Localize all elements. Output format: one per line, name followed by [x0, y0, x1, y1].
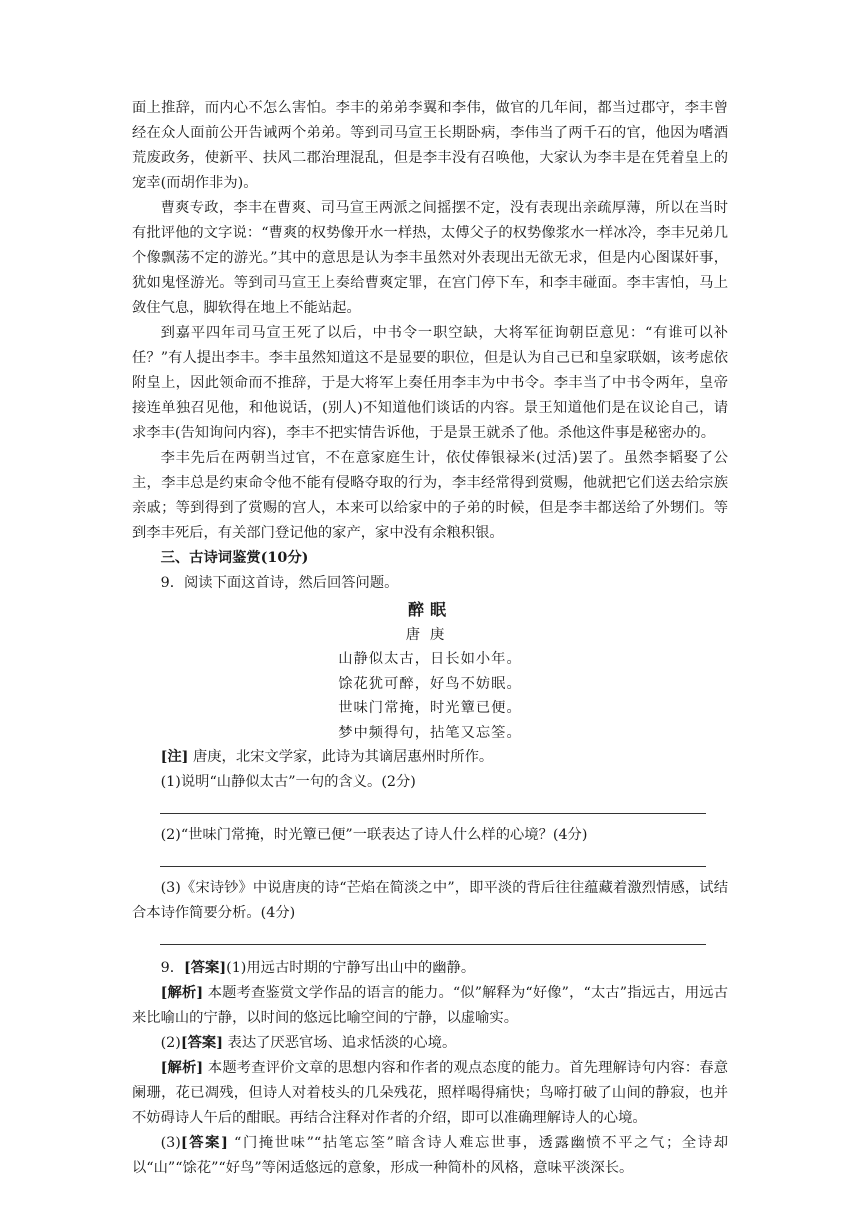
subquestion-3: (3)《宋诗钞》中说唐庚的诗“芒焰在简淡之中”，即平淡的背后往往蕴藏着激烈情感，试结合本诗作简要分析。(4分)	[132, 880, 728, 921]
answer-number: (3)	[160, 1135, 181, 1151]
note-label: [注]	[160, 749, 189, 765]
answer-line-3[interactable]	[160, 926, 706, 945]
answer-1	[132, 956, 728, 981]
passage-paragraph-4: 李丰先后在两朝当过官，不在意家庭生计，依仗俸银禄米(过活)罢了。虽然李韬娶了公主，李丰总是约束命令他不能有侵略夺取的行为，李丰经常得到赏赐，他就把它们送去给宗族亲戚；等到得到了赏赐的宫人，本来可以给家中的子弟的时候，但是李丰都送给了外甥们。等到李丰死后，有关部门登记他的家产，家中没有余粮积银。	[132, 450, 728, 541]
subquestion-1: (1)说明“山静似太古”一句的含义。(2分)	[160, 774, 416, 790]
question-intro: 9．阅读下面这首诗，然后回答问题。	[160, 575, 399, 591]
subquestion-2: (2)“世味门常掩，时光簟已便”一联表达了诗人什么样的心境？(4分)	[160, 827, 588, 843]
answer-label: [答案]	[180, 1035, 223, 1051]
answer-label: [答案]	[180, 1135, 228, 1151]
explanation-label: [解析]	[160, 1060, 204, 1076]
answer-number: (2)	[160, 1035, 181, 1051]
explanation-1	[132, 981, 728, 1031]
passage-paragraph-2: 曹爽专政，李丰在曹爽、司马宣王两派之间摇摆不定，没有表现出亲疏厚薄，所以在当时有批评他的文字说：“曹爽的权势像开水一样热，太傅父子的权势像浆水一样冰冷，李丰兄弟几个像飘荡不定的游光。”其中的意思是认为李丰虽然对外表现出无欲无求，但是内心图谋奸事，犹如鬼怪游光。等到司马宣王上奏给曹爽定罪，在宫门停下车，和李丰碰面。李丰害怕，马上敛住气息，脚软得在地上不能站起。	[132, 200, 728, 316]
explanation-text: 本题考查评价文章的思想内容和作者的观点态度的能力。首先理解诗句内容：春意阑珊，花已凋残，但诗人对着枝头的几朵残花，照样喝得痛快；鸟啼打破了山间的静寂，也并不妨碍诗人午后的酣眠。再结合注释对作者的介绍，即可以准确理解诗人的心境。	[132, 1060, 729, 1126]
poem-title: 醉眠	[407, 600, 452, 619]
poem-author: 唐庚	[405, 627, 455, 643]
poem-line: 山静似太古，日长如小年。	[338, 651, 522, 667]
answer-3	[132, 1131, 728, 1181]
note-text: 唐庚，北宋文学家，此诗为其谪居惠州时所作。	[192, 749, 494, 765]
explanation-2	[132, 1056, 728, 1131]
explanation-text: 本题考查鉴赏文学作品的语言的能力。“似”解释为“好像”，“太古”指远古，用远古来比喻山的宁静，以时间的悠远比喻空间的宁静，以虚喻实。	[132, 985, 729, 1026]
poem-note	[132, 745, 728, 770]
content-column	[132, 96, 728, 1181]
passage-paragraph-1: 面上推辞，而内心不怎么害怕。李丰的弟弟李翼和李伟，做官的几年间，都当过郡守，李丰曾经在众人面前公开告诫两个弟弟。等到司马宣王长期卧病，李伟当了两千石的官，他因为嗜酒荒废政务，使新平、扶风二郡治理混乱，但是李丰没有召唤他，大家认为李丰是在凭着皇上的宠幸(而胡作非为)。	[132, 100, 728, 191]
answer-text: 表达了厌恶官场、追求恬淡的心境。	[227, 1035, 457, 1051]
poem-line: 梦中频得句，拈笔又忘筌。	[338, 724, 522, 741]
poem-line: 世味门常掩，时光簟已便。	[338, 700, 522, 716]
answer-line-1[interactable]	[160, 795, 706, 814]
passage-paragraph-3: 到嘉平四年司马宣王死了以后，中书令一职空缺，大将军征询朝臣意见：“有谁可以补任？”有人提出李丰。李丰虽然知道这不是显要的职位，但是认为自己已和皇家联姻，该考虑依附皇上，因此领命而不推辞，于是大将军上奏任用李丰为中书令。李丰当了中书令两年，皇帝接连单独召见他，和他说话，(别人)不知道他们谈话的内容。景王知道他们是在议论自己，请求李丰(告知询问内容)，李丰不把实情告诉他，于是景王就杀了他。杀他这件事是秘密办的。	[132, 325, 728, 441]
answer-text: (1)用远古时期的宁静写出山中的幽静。	[226, 960, 476, 976]
answer-label: [答案]	[184, 960, 227, 976]
answer-text: “门掩世味”“拈笔忘筌”暗含诗人难忘世事，透露幽愤不平之气；全诗却以“山”“馀花”“好鸟”等闲适悠远的意象，形成一种简朴的风格，意味平淡深长。	[132, 1135, 729, 1176]
explanation-label: [解析]	[160, 985, 204, 1001]
answer-2	[132, 1031, 728, 1056]
poem	[132, 597, 728, 745]
poem-line: 馀花犹可醉，好鸟不妨眠。	[338, 675, 522, 692]
answer-number: 9．	[160, 960, 184, 976]
answer-line-2[interactable]	[160, 848, 706, 867]
section-heading: 三、古诗词鉴赏(10分)	[160, 550, 309, 566]
